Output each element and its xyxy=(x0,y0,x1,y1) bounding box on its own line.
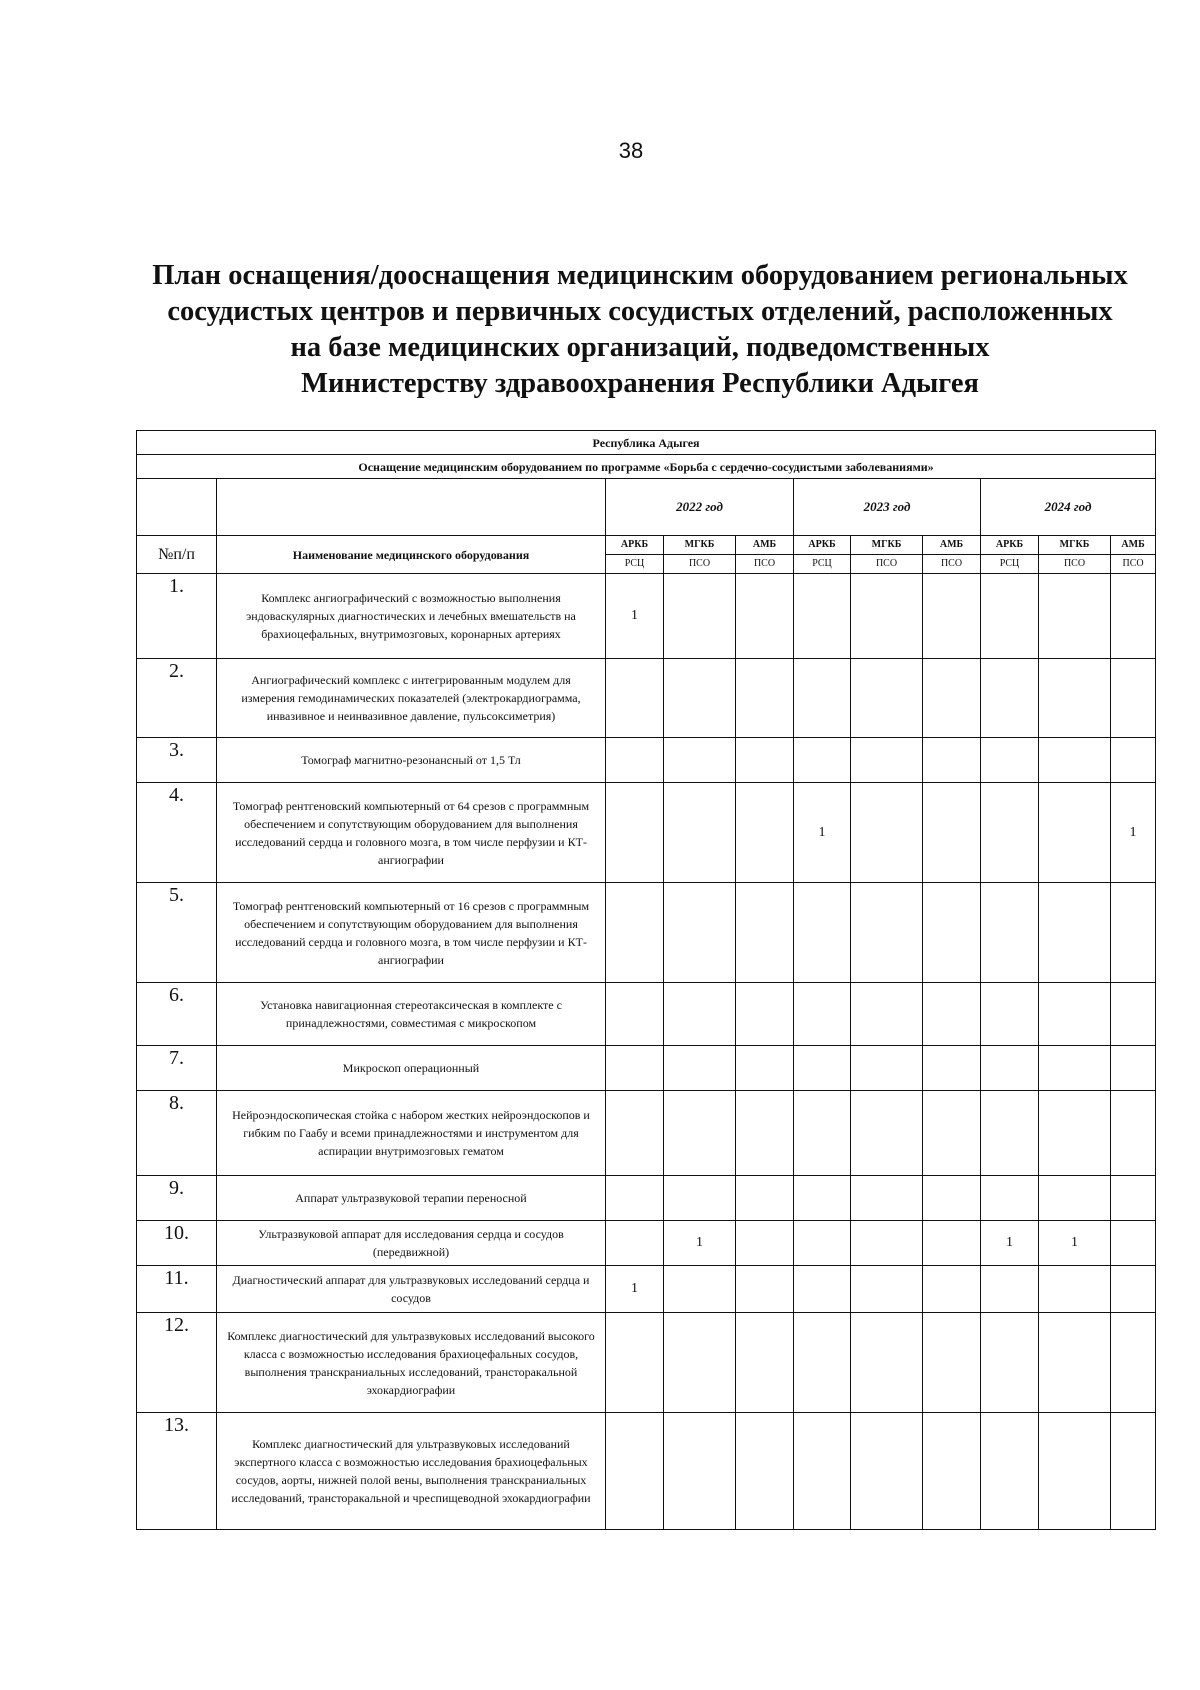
quantity-cell xyxy=(1111,738,1156,783)
title-line: сосудистых центров и первичных сосудистых отделений, расположенных xyxy=(167,296,1113,327)
quantity-cell xyxy=(981,783,1039,883)
quantity-cell xyxy=(923,1046,981,1091)
quantity-cell xyxy=(736,1046,794,1091)
quantity-cell xyxy=(1039,574,1111,659)
quantity-cell xyxy=(794,1221,851,1266)
quantity-cell xyxy=(736,1221,794,1266)
quantity-cell xyxy=(794,574,851,659)
page-number: 38 xyxy=(618,138,644,163)
year-header: 2022 год xyxy=(606,479,794,536)
quantity-cell xyxy=(1039,659,1111,738)
title-line: на базе медицинских организаций, подведомственных xyxy=(290,332,990,363)
quantity-cell: 1 xyxy=(606,574,664,659)
quantity-cell xyxy=(794,738,851,783)
table-row xyxy=(137,983,1156,1046)
quantity-cell xyxy=(736,659,794,738)
title-line: Министерству здравоохранения Республики Адыгея xyxy=(301,368,979,399)
quantity-cell xyxy=(981,574,1039,659)
org-header: АМБ xyxy=(736,536,794,555)
type-header: РСЦ xyxy=(794,555,851,574)
quantity-cell: 1 xyxy=(981,1221,1039,1266)
quantity-cell xyxy=(794,983,851,1046)
equipment-name: Аппарат ультразвуковой терапии переносной xyxy=(217,1176,606,1221)
row-number: 1. xyxy=(137,574,217,659)
table-row xyxy=(137,1313,1156,1413)
org-header: АРКБ xyxy=(606,536,664,555)
quantity-cell xyxy=(736,783,794,883)
equipment-name: Томограф рентгеновский компьютерный от 64 срезов с программным обеспечением и сопутствующим оборудованием для выполнения исследований сердца и головного мозга, в том числе перфузии и КТ-ангиографии xyxy=(217,783,606,883)
quantity-cell xyxy=(664,1266,736,1313)
org-header: АРКБ xyxy=(794,536,851,555)
quantity-cell xyxy=(851,783,923,883)
quantity-cell xyxy=(1111,1413,1156,1530)
quantity-cell xyxy=(851,1413,923,1530)
quantity-cell: 1 xyxy=(794,783,851,883)
quantity-cell xyxy=(736,1313,794,1413)
row-number: 10. xyxy=(137,1221,217,1266)
quantity-cell xyxy=(851,1221,923,1266)
org-header: МГКБ xyxy=(851,536,923,555)
equipment-name: Комплекс ангиографический с возможностью выполнения эндоваскулярных диагностических и лечебных вмешательств на брахиоцефальных, внутримозговых, коронарных артериях xyxy=(217,574,606,659)
header-empty-cell xyxy=(137,479,217,536)
quantity-cell xyxy=(794,1046,851,1091)
row-number: 7. xyxy=(137,1046,217,1091)
quantity-cell: 1 xyxy=(606,1266,664,1313)
quantity-cell xyxy=(981,1046,1039,1091)
quantity-cell xyxy=(664,659,736,738)
quantity-cell xyxy=(851,1046,923,1091)
quantity-cell xyxy=(664,1091,736,1176)
quantity-cell xyxy=(736,883,794,983)
quantity-cell xyxy=(1039,883,1111,983)
quantity-cell xyxy=(606,1046,664,1091)
quantity-cell xyxy=(664,1313,736,1413)
quantity-cell xyxy=(736,1176,794,1221)
equipment-name: Диагностический аппарат для ультразвуковых исследований сердца и сосудов xyxy=(217,1266,606,1313)
table-row xyxy=(137,1176,1156,1221)
equipment-name: Установка навигационная стереотаксическая в комплекте с принадлежностями, совместимая с микроскопом xyxy=(217,983,606,1046)
quantity-cell xyxy=(851,574,923,659)
quantity-cell xyxy=(794,883,851,983)
table-row xyxy=(137,783,1156,883)
quantity-cell xyxy=(794,1091,851,1176)
quantity-cell xyxy=(606,1091,664,1176)
quantity-cell xyxy=(851,883,923,983)
quantity-cell xyxy=(981,983,1039,1046)
col-num-header: №п/п xyxy=(137,536,217,574)
row-number: 8. xyxy=(137,1091,217,1176)
type-header: ПСО xyxy=(664,555,736,574)
quantity-cell xyxy=(736,738,794,783)
quantity-cell xyxy=(1039,1176,1111,1221)
table-row xyxy=(137,1266,1156,1313)
equipment-name: Томограф рентгеновский компьютерный от 16 срезов с программным обеспечением и сопутствующим оборудованием для выполнения исследований сердца и головного мозга, в том числе перфузии и КТ-ангиографии xyxy=(217,883,606,983)
quantity-cell xyxy=(794,659,851,738)
quantity-cell xyxy=(794,1176,851,1221)
quantity-cell xyxy=(736,574,794,659)
quantity-cell xyxy=(606,659,664,738)
quantity-cell xyxy=(664,1413,736,1530)
quantity-cell xyxy=(606,1313,664,1413)
quantity-cell xyxy=(736,1413,794,1530)
program-header: Оснащение медицинским оборудованием по программе «Борьба с сердечно-сосудистыми заболеваниями» xyxy=(137,455,1156,479)
row-number: 9. xyxy=(137,1176,217,1221)
quantity-cell xyxy=(664,883,736,983)
quantity-cell xyxy=(981,1091,1039,1176)
equipment-name: Ангиографический комплекс с интегрированным модулем для измерения гемодинамических показателей (электрокардиограмма, инвазивное и неинвазивное давление, пульсоксиметрия) xyxy=(217,659,606,738)
quantity-cell xyxy=(981,1413,1039,1530)
quantity-cell xyxy=(664,783,736,883)
quantity-cell xyxy=(1039,1313,1111,1413)
quantity-cell xyxy=(1111,659,1156,738)
quantity-cell xyxy=(923,1176,981,1221)
quantity-cell xyxy=(851,738,923,783)
table-row xyxy=(137,738,1156,783)
quantity-cell xyxy=(1111,1313,1156,1413)
quantity-cell xyxy=(1039,1266,1111,1313)
quantity-cell xyxy=(606,1221,664,1266)
table-row xyxy=(137,1091,1156,1176)
quantity-cell xyxy=(923,738,981,783)
quantity-cell xyxy=(1111,1176,1156,1221)
quantity-cell xyxy=(606,883,664,983)
row-number: 6. xyxy=(137,983,217,1046)
row-number: 4. xyxy=(137,783,217,883)
quantity-cell xyxy=(606,1413,664,1530)
quantity-cell xyxy=(923,1313,981,1413)
quantity-cell xyxy=(1039,783,1111,883)
quantity-cell xyxy=(923,983,981,1046)
quantity-cell xyxy=(1111,883,1156,983)
table-row xyxy=(137,574,1156,659)
quantity-cell xyxy=(923,1266,981,1313)
org-header: АМБ xyxy=(1111,536,1156,555)
quantity-cell xyxy=(1111,1221,1156,1266)
quantity-cell xyxy=(1039,1413,1111,1530)
quantity-cell xyxy=(923,783,981,883)
row-number: 2. xyxy=(137,659,217,738)
quantity-cell xyxy=(851,1176,923,1221)
row-number: 13. xyxy=(137,1413,217,1530)
quantity-cell xyxy=(664,983,736,1046)
quantity-cell xyxy=(1039,1091,1111,1176)
table-row xyxy=(137,1221,1156,1266)
quantity-cell: 1 xyxy=(664,1221,736,1266)
title-line: План оснащения/дооснащения медицинским оборудованием региональных xyxy=(152,260,1128,291)
row-number: 12. xyxy=(137,1313,217,1413)
table-row xyxy=(137,659,1156,738)
year-header: 2024 год xyxy=(981,479,1156,536)
equipment-name: Ультразвуковой аппарат для исследования сердца и сосудов (передвижной) xyxy=(217,1221,606,1266)
quantity-cell xyxy=(851,1266,923,1313)
quantity-cell xyxy=(1039,1046,1111,1091)
quantity-cell xyxy=(664,574,736,659)
quantity-cell xyxy=(664,1046,736,1091)
row-number: 3. xyxy=(137,738,217,783)
quantity-cell xyxy=(606,1176,664,1221)
year-header: 2023 год xyxy=(794,479,981,536)
type-header: ПСО xyxy=(923,555,981,574)
quantity-cell xyxy=(981,883,1039,983)
equipment-name: Томограф магнитно-резонансный от 1,5 Тл xyxy=(217,738,606,783)
col-name-header: Наименование медицинского оборудования xyxy=(217,536,606,574)
type-header: ПСО xyxy=(851,555,923,574)
table-row xyxy=(137,1046,1156,1091)
table-row xyxy=(137,1413,1156,1530)
quantity-cell xyxy=(981,1313,1039,1413)
quantity-cell xyxy=(794,1266,851,1313)
quantity-cell xyxy=(736,983,794,1046)
quantity-cell xyxy=(851,1313,923,1413)
quantity-cell xyxy=(1111,1091,1156,1176)
quantity-cell xyxy=(1111,574,1156,659)
type-header: РСЦ xyxy=(606,555,664,574)
quantity-cell xyxy=(736,1091,794,1176)
quantity-cell xyxy=(851,659,923,738)
quantity-cell xyxy=(923,1091,981,1176)
equipment-table xyxy=(136,430,1156,1530)
quantity-cell: 1 xyxy=(1039,1221,1111,1266)
quantity-cell xyxy=(1039,738,1111,783)
row-number: 11. xyxy=(137,1266,217,1313)
quantity-cell xyxy=(606,738,664,783)
row-number: 5. xyxy=(137,883,217,983)
quantity-cell xyxy=(923,1413,981,1530)
org-header: МГКБ xyxy=(664,536,736,555)
header-empty-cell xyxy=(217,479,606,536)
quantity-cell xyxy=(794,1313,851,1413)
quantity-cell xyxy=(794,1413,851,1530)
type-header: ПСО xyxy=(736,555,794,574)
quantity-cell xyxy=(923,574,981,659)
equipment-name: Нейроэндоскопическая стойка с набором жестких нейроэндоскопов и гибким по Гаабу и всеми принадлежностями и инструментом для аспирации внутримозговых гематом xyxy=(217,1091,606,1176)
equipment-name: Комплекс диагностический для ультразвуковых исследований высокого класса с возможностью исследования брахиоцефальных сосудов, выполнения транскраниальных исследований, трансторакальной эхокардиографии xyxy=(217,1313,606,1413)
quantity-cell xyxy=(851,983,923,1046)
equipment-name: Комплекс диагностический для ультразвуковых исследований экспертного класса с возможностью исследования брахиоцефальных сосудов, аорты, нижней полой вены, выполнения транскраниальных исследований, трансторакальной и чреспищеводной эхокардиографии xyxy=(217,1413,606,1530)
quantity-cell xyxy=(1111,1266,1156,1313)
type-header: ПСО xyxy=(1039,555,1111,574)
quantity-cell xyxy=(923,659,981,738)
table-row xyxy=(137,883,1156,983)
quantity-cell xyxy=(606,783,664,883)
quantity-cell xyxy=(923,1221,981,1266)
quantity-cell xyxy=(981,659,1039,738)
document-title xyxy=(150,258,1130,402)
quantity-cell xyxy=(981,738,1039,783)
org-header: МГКБ xyxy=(1039,536,1111,555)
org-header: АМБ xyxy=(923,536,981,555)
quantity-cell xyxy=(664,738,736,783)
equipment-name: Микроскоп операционный xyxy=(217,1046,606,1091)
type-header: РСЦ xyxy=(981,555,1039,574)
type-header: ПСО xyxy=(1111,555,1156,574)
quantity-cell xyxy=(851,1091,923,1176)
quantity-cell xyxy=(1039,983,1111,1046)
quantity-cell: 1 xyxy=(1111,783,1156,883)
quantity-cell xyxy=(1111,1046,1156,1091)
region-header: Республика Адыгея xyxy=(137,431,1156,455)
quantity-cell xyxy=(981,1266,1039,1313)
quantity-cell xyxy=(1111,983,1156,1046)
quantity-cell xyxy=(923,883,981,983)
quantity-cell xyxy=(664,1176,736,1221)
quantity-cell xyxy=(981,1176,1039,1221)
quantity-cell xyxy=(736,1266,794,1313)
quantity-cell xyxy=(606,983,664,1046)
org-header: АРКБ xyxy=(981,536,1039,555)
